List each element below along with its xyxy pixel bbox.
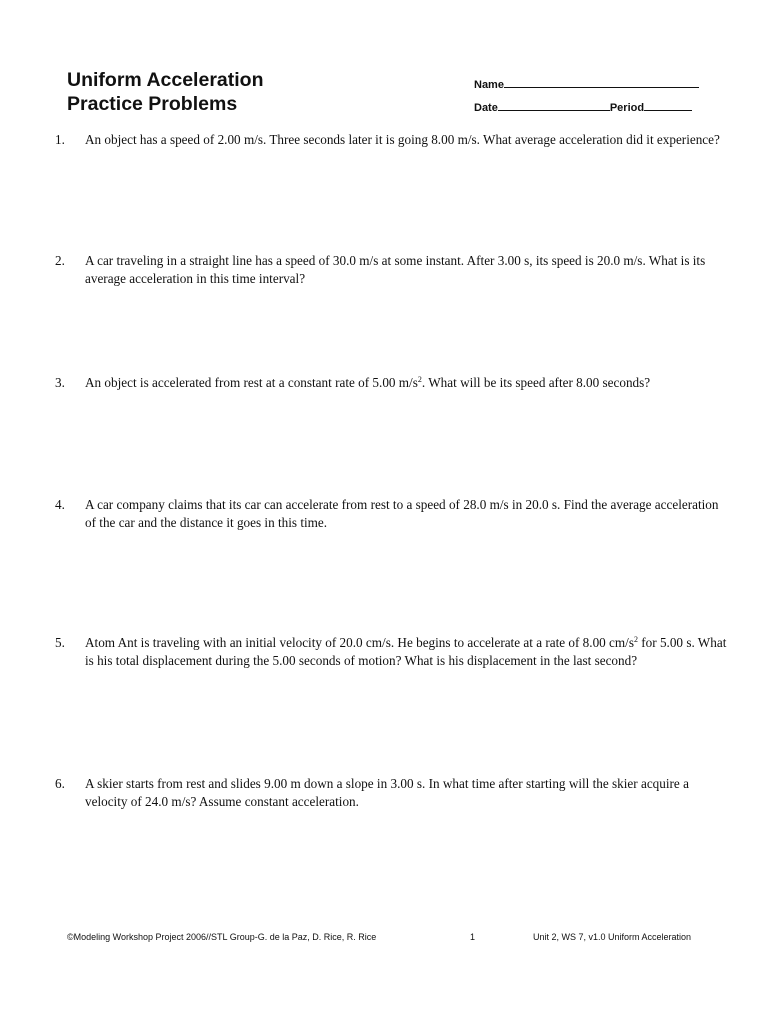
problem-number: 3. (55, 375, 65, 390)
problem-2 (55, 252, 730, 288)
problem-number: 2. (55, 253, 65, 268)
problem-4 (55, 496, 730, 532)
problem-5 (55, 634, 730, 670)
problem-text: A skier starts from rest and slides 9.00 m down a slope in 3.00 s. In what time after starting will the skier acquire a velocity of 24.0 m/s? Assume constant acceleration. (85, 776, 689, 809)
title-line-1: Uniform Acceleration (67, 69, 264, 91)
student-info-fields (474, 76, 734, 122)
page-footer (0, 932, 768, 946)
problem-number: 5. (55, 635, 65, 650)
problem-text-part: Atom Ant is traveling with an initial velocity of 20.0 cm/s. He begins to accelerate at a rate of 8.00 cm/s (85, 635, 634, 650)
problem-3 (55, 374, 730, 392)
problem-text: An object has a speed of 2.00 m/s. Three seconds later it is going 8.00 m/s. What average acceleration did it experience? (85, 132, 720, 147)
period-blank-line[interactable] (644, 99, 692, 111)
worksheet-title (67, 68, 264, 116)
footer-page-number: 1 (470, 932, 476, 942)
problem-text (85, 634, 730, 670)
problem-number: 1. (55, 132, 65, 147)
period-label: Period (609, 102, 645, 114)
date-blank-line[interactable] (498, 99, 610, 111)
exponent: 2 (633, 635, 638, 644)
problem-6 (55, 775, 730, 811)
problem-text-part: An object is accelerated from rest at a constant rate of 5.00 m/s (85, 375, 418, 390)
problem-text: A car company claims that its car can accelerate from rest to a speed of 28.0 m/s in 20.0 s. Find the average acceleration of the car and the distance it goes in this time. (85, 497, 719, 530)
problem-number: 6. (55, 776, 65, 791)
problem-text (85, 374, 730, 392)
exponent: 2 (417, 375, 422, 384)
date-label: Date (474, 102, 498, 114)
name-label: Name (474, 79, 504, 91)
problem-text: A car traveling in a straight line has a speed of 30.0 m/s at some instant. After 3.00 s, its speed is 20.0 m/s. What is its average acceleration in this time interval? (85, 253, 706, 286)
name-field[interactable] (474, 76, 734, 99)
footer-credit: ©Modeling Workshop Project 2006//STL Group-G. de la Paz, D. Rice, R. Rice (67, 932, 377, 942)
date-period-row (474, 99, 734, 122)
footer-unit: Unit 2, WS 7, v1.0 Uniform Acceleration (533, 932, 692, 942)
problem-1 (55, 131, 730, 149)
title-line-2: Practice Problems (67, 93, 238, 115)
problem-text-part: . What will be its speed after 8.00 seconds? (421, 375, 651, 390)
name-blank-line[interactable] (504, 76, 699, 88)
problem-text-part: for 5.00 s. What is his total displacement during the 5.00 seconds of motion? What is his displacement in the last second? (85, 635, 727, 668)
problem-number: 4. (55, 497, 65, 512)
